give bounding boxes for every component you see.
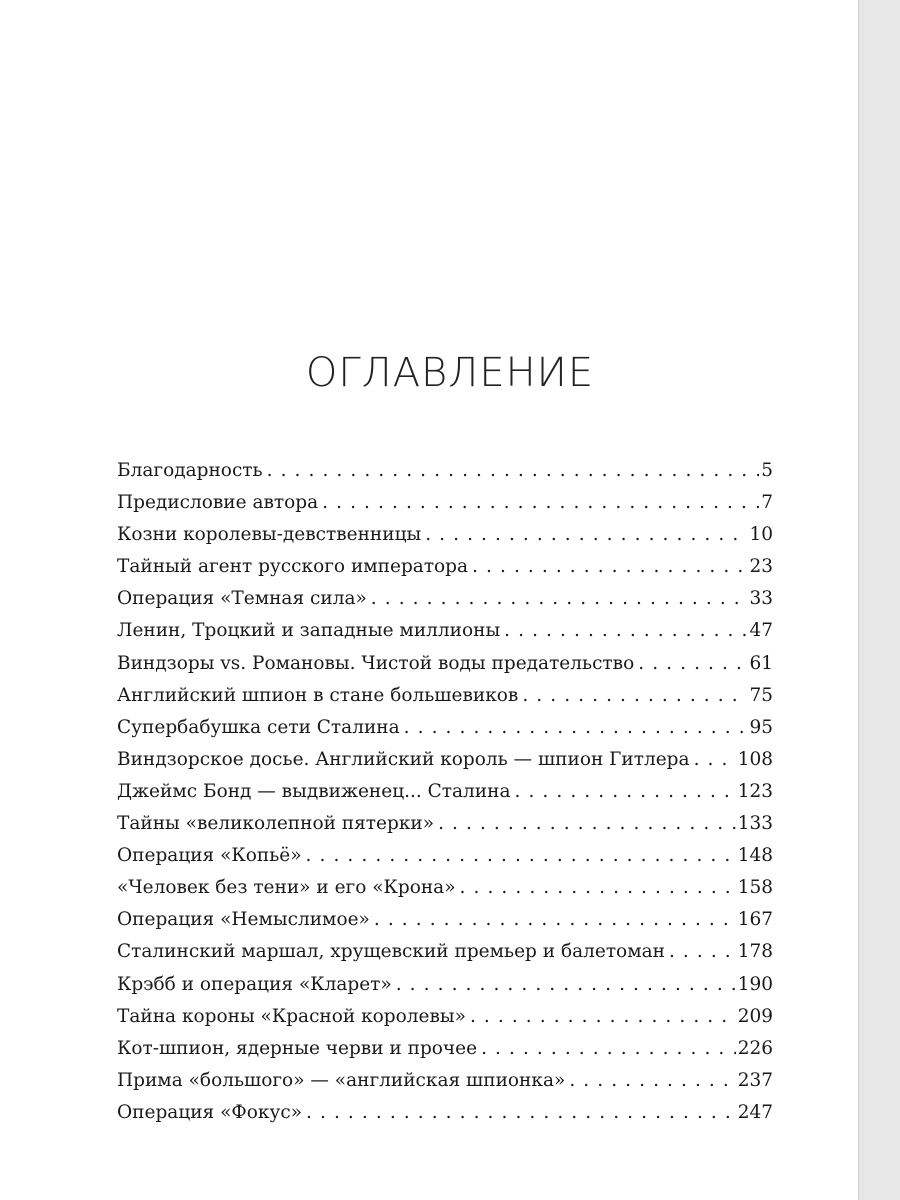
toc-entry [117,974,773,1006]
toc-entry [117,813,773,845]
toc-dot-leader [460,877,736,898]
toc-dot-leader [322,492,759,513]
toc-entry [117,845,773,877]
toc-entry-title: Джеймс Бонд — выдвиженец... Сталина [117,781,515,802]
table-of-contents [117,460,773,1134]
toc-entry-title: Операция «Фокус» [117,1102,306,1123]
toc-entry [117,588,773,620]
toc-entry-title: Тайны «великолепной пятерки» [117,813,438,834]
toc-dot-leader [472,556,747,577]
toc-entry-title: Тайный агент русского императора [117,556,472,577]
toc-entry [117,749,773,781]
toc-entry-title: Благодарность [117,460,267,481]
toc-entry-page-number: 75 [749,684,773,706]
toc-entry [117,1038,773,1070]
toc-entry-page-number: 158 [737,877,773,899]
toc-entry-page-number: 190 [737,973,773,995]
toc-entry-page-number: 247 [737,1101,773,1123]
toc-entry-title: Виндзорское досье. Английский король — шпион Гитлера [117,749,694,770]
toc-dot-leader [694,749,736,770]
toc-entry [117,685,773,717]
toc-entry-title: Супербабушка сети Сталина [117,717,404,738]
toc-dot-leader [371,588,748,609]
toc-entry [117,460,773,492]
toc-dot-leader [404,717,748,738]
toc-entry-title: Козни королевы-девственницы [117,524,425,545]
toc-dot-leader [306,1102,736,1123]
toc-entry-page-number: 10 [749,524,773,546]
toc-entry [117,909,773,941]
toc-dot-leader [504,620,747,641]
toc-entry-page-number: 237 [737,1069,773,1091]
toc-entry-title: Операция «Копьё» [117,845,306,866]
toc-dot-leader [267,460,760,481]
toc-entry-page-number: 23 [749,556,773,578]
toc-dot-leader [522,685,747,706]
toc-entry-page-number: 5 [761,460,773,481]
toc-entry-page-number: 123 [737,780,773,802]
toc-entry-page-number: 133 [737,813,773,835]
toc-entry-page-number: 108 [737,748,773,770]
toc-entry-page-number: 33 [749,588,773,610]
toc-entry-page-number: 209 [737,1005,773,1027]
toc-entry [117,524,773,556]
toc-entry [117,492,773,524]
toc-dot-leader [569,1070,735,1091]
toc-entry-page-number: 47 [749,620,773,642]
toc-entry-title: Операция «Темная сила» [117,588,371,609]
toc-dot-leader [638,653,747,674]
toc-dot-leader [396,974,736,995]
page-title: ОГЛАВЛЕНИЕ [305,349,595,396]
toc-entry-title: Сталинский маршал, хрущевский премьер и балетоман [117,941,669,962]
toc-dot-leader [481,1038,736,1059]
toc-entry-title: Английский шпион в стане большевиков [117,685,522,706]
toc-entry-title: Виндзоры vs. Романовы. Чистой воды предательство [117,653,638,674]
toc-entry-title: «Человек без тени» и его «Крона» [117,877,460,898]
toc-entry [117,941,773,973]
toc-dot-leader [425,524,747,545]
toc-entry-page-number: 226 [737,1037,773,1059]
toc-entry [117,1070,773,1102]
toc-dot-leader [374,909,736,930]
toc-dot-leader [470,1006,736,1027]
toc-entry-title: Ленин, Троцкий и западные миллионы [117,620,504,641]
toc-entry-title: Крэбб и операция «Кларет» [117,974,396,995]
toc-entry-page-number: 178 [737,941,773,963]
toc-entry [117,620,773,652]
toc-entry [117,556,773,588]
toc-dot-leader [669,941,736,962]
toc-dot-leader [438,813,736,834]
toc-entry-page-number: 167 [737,909,773,931]
toc-dot-leader [515,781,736,802]
toc-entry [117,877,773,909]
toc-dot-leader [306,845,736,866]
toc-entry [117,653,773,685]
toc-entry [117,1102,773,1134]
toc-entry-page-number: 148 [737,845,773,867]
toc-entry-title: Операция «Немыслимое» [117,909,374,930]
toc-entry [117,1006,773,1038]
toc-entry-page-number: 61 [749,652,773,674]
toc-entry-title: Тайна короны «Красной королевы» [117,1006,470,1027]
toc-entry [117,717,773,749]
toc-entry-title: Кот-шпион, ядерные черви и прочее [117,1038,481,1059]
toc-entry [117,781,773,813]
toc-entry-title: Предисловие автора [117,492,322,513]
toc-entry-page-number: 7 [761,492,773,514]
toc-entry-page-number: 95 [749,716,773,738]
toc-entry-title: Прима «большого» — «английская шпионка» [117,1070,569,1091]
